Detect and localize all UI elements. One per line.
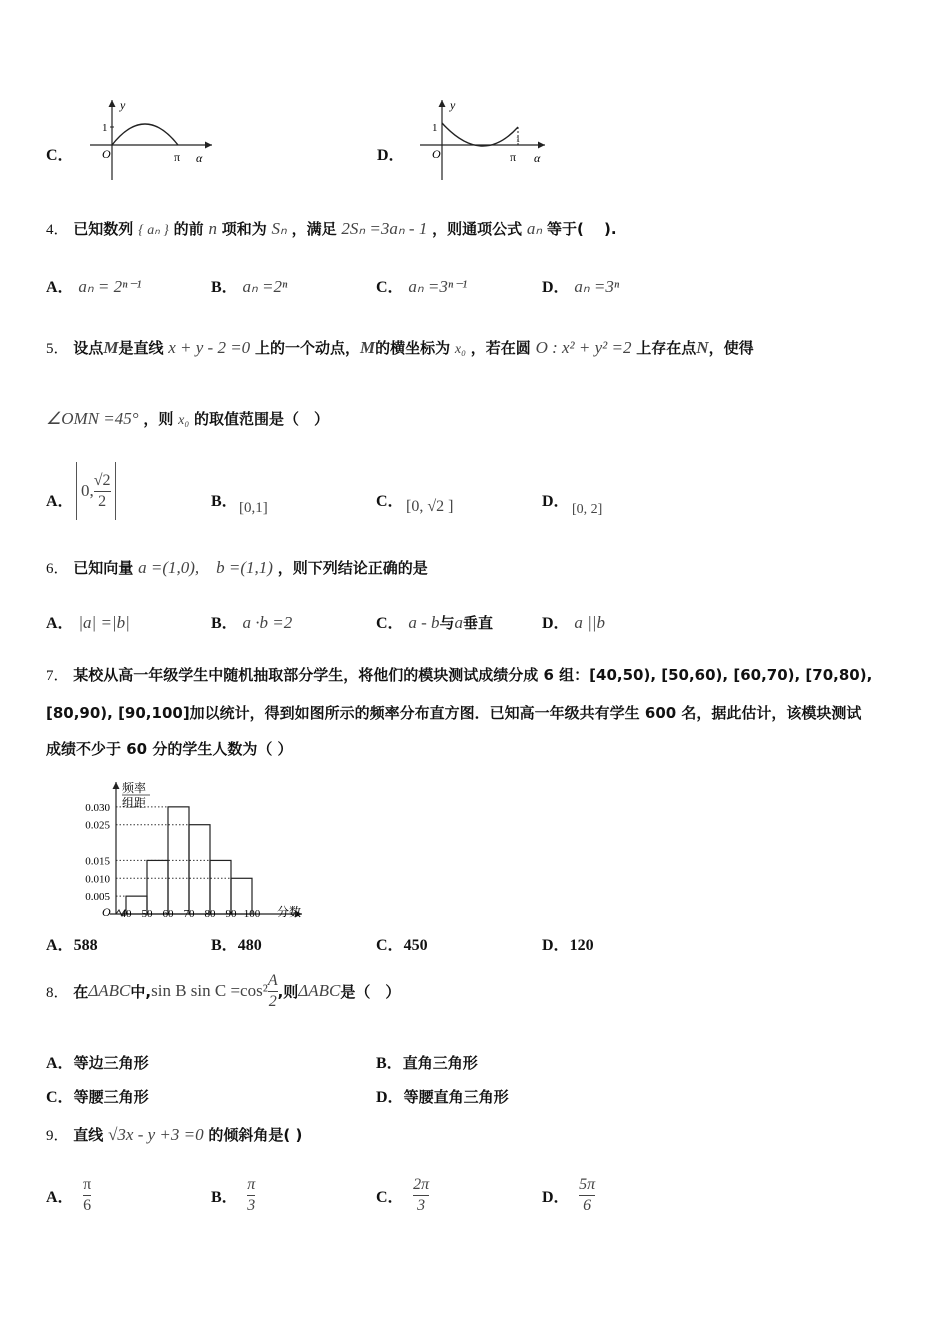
- hist-origin: O: [102, 905, 111, 919]
- q8-option-c[interactable]: C．等腰三角形: [46, 1088, 149, 1106]
- q5-stem-line1: 5． 设点M是直线 x + y - 2 =0 上的一个动点，M的横坐标为 x₀ ，若在圆 O : x² + y² =2 上存在点N，使得: [46, 338, 754, 357]
- end-label: 1: [516, 135, 520, 144]
- q9-option-c[interactable]: C． $\frac{2\pi}{3}$: [376, 1175, 430, 1214]
- hist-xlabel: 分数: [277, 905, 302, 919]
- q5-option-b-label[interactable]: B．: [211, 493, 238, 510]
- hist-ylabel-top: 频率: [122, 781, 147, 795]
- q3-option-c-label: C．: [46, 147, 74, 164]
- q9-options: [46, 1172, 906, 1222]
- x-tick-label: 80: [204, 908, 216, 920]
- y-tick-label: 0.010: [85, 873, 110, 886]
- one-label: 1: [102, 122, 108, 134]
- q6-option-c[interactable]: C． a - b与a垂直: [376, 613, 494, 632]
- q7-option-c[interactable]: C．450: [376, 937, 428, 954]
- q5-option-a[interactable]: 0, $\frac{√2}{2}$: [76, 462, 116, 520]
- q6-option-b[interactable]: B． a ·b =2: [211, 613, 293, 632]
- q7-option-a[interactable]: A．588: [46, 937, 98, 954]
- histogram-bar-70-80: [189, 825, 210, 914]
- q7-stem-line3: 成绩不少于 60 分的学生人数为（ ）: [46, 740, 293, 758]
- q7-stem-line1: 7． 某校从高一年级学生中随机抽取部分学生，将他们的模块测试成绩分成 6 组：[40,50), [50,60), [60,70), [70,80),: [46, 666, 873, 684]
- x-tick-label: 60: [162, 908, 174, 920]
- q5-options: [46, 462, 906, 526]
- q8-options: [46, 1050, 906, 1110]
- q8-option-a[interactable]: A．等边三角形: [46, 1054, 149, 1072]
- q4-stem: 4． 已知数列 { aₙ } 的前 n 项和为 Sₙ ，满足 2Sₙ =3aₙ - 1 ，则通项公式 aₙ 等于( ).: [46, 219, 617, 238]
- q8-stem: 8． 在 ΔABC 中, sin B sin C =cos² $\frac{A}{2}$ ,则 ΔABC 是（ ）: [46, 971, 401, 1010]
- pi-label: π: [174, 150, 181, 164]
- q7-option-d[interactable]: D．120: [542, 937, 594, 954]
- pi-label: π: [510, 150, 517, 164]
- y-tick-label: 0.005: [85, 891, 110, 904]
- q5-stem-line2: ∠OMN =45° ，则 x₀ 的取值范围是（ ）: [46, 409, 330, 428]
- q6-option-a[interactable]: A． |a| =|b|: [46, 613, 130, 632]
- q8-option-d[interactable]: D．等腰直角三角形: [376, 1088, 509, 1106]
- histogram-bar-50-60: [147, 860, 168, 914]
- y-label: y: [450, 98, 456, 112]
- sine-curve: [112, 124, 178, 145]
- y-label: y: [120, 98, 126, 112]
- q4-option-a[interactable]: A． aₙ = 2ⁿ⁻¹: [46, 277, 142, 296]
- x-tick-label: 100: [243, 908, 261, 920]
- q5-option-c-label[interactable]: C．: [376, 493, 404, 510]
- x-tick-label: 40: [120, 908, 132, 920]
- origin-label: O: [102, 147, 111, 161]
- x-tick-label: 70: [183, 908, 195, 920]
- q3-option-c-graph: [90, 95, 220, 185]
- hist-ylabel-bottom: 组距: [122, 796, 147, 810]
- q3-option-d-label: D．: [377, 147, 405, 164]
- q5-option-d-label[interactable]: D．: [542, 493, 570, 510]
- y-tick-label: 0.015: [85, 855, 110, 868]
- q5-option-d[interactable]: [0, 2]: [572, 502, 603, 517]
- y-tick-label: 0.025: [85, 819, 110, 832]
- q7-option-b[interactable]: B．480: [211, 937, 262, 954]
- q6-stem: 6． 已知向量 a =(1,0), b =(1,1) ，则下列结论正确的是: [46, 558, 428, 577]
- x-tick-label: 50: [141, 908, 153, 920]
- y-tick-label: 0.030: [85, 801, 110, 814]
- q8-option-b[interactable]: B．直角三角形: [376, 1054, 478, 1072]
- alpha-label: α: [196, 151, 203, 165]
- frequency-histogram: [70, 776, 320, 922]
- q4-option-b[interactable]: B． aₙ =2ⁿ: [211, 277, 288, 296]
- one-label: 1: [432, 122, 438, 134]
- q4-option-d[interactable]: D． aₙ =3ⁿ: [542, 277, 620, 296]
- histogram-bar-80-90: [210, 860, 231, 914]
- q7-stem-line2: [80,90), [90,100]加以统计，得到如图所示的频率分布直方图．已知高一年级共有学生 600 名，据此估计，该模块测试: [46, 704, 862, 722]
- q6-option-d[interactable]: D． a ||b: [542, 613, 605, 632]
- x-tick-label: 90: [225, 908, 237, 920]
- q4-option-c[interactable]: C． aₙ =3ⁿ⁻¹: [376, 277, 468, 296]
- q9-stem: 9． 直线 √3x - y +3 =0 的倾斜角是( ): [46, 1125, 303, 1144]
- q9-option-a[interactable]: A． $\frac{\pi}{6}$: [46, 1175, 92, 1214]
- alpha-label: α: [534, 151, 541, 165]
- q3-option-d-graph: [420, 95, 550, 185]
- q5-option-a-label[interactable]: A．: [46, 493, 74, 510]
- q5-option-c[interactable]: [0, √2 ]: [406, 498, 454, 515]
- q9-option-b[interactable]: B． $\frac{\pi}{3}$: [211, 1175, 256, 1214]
- q5-option-b[interactable]: [0,1]: [239, 500, 268, 516]
- histogram-bar-60-70: [168, 807, 189, 914]
- q9-option-d[interactable]: D． $\frac{5\pi}{6}$: [542, 1175, 596, 1214]
- cos-curve: [442, 123, 518, 146]
- origin-label: O: [432, 147, 441, 161]
